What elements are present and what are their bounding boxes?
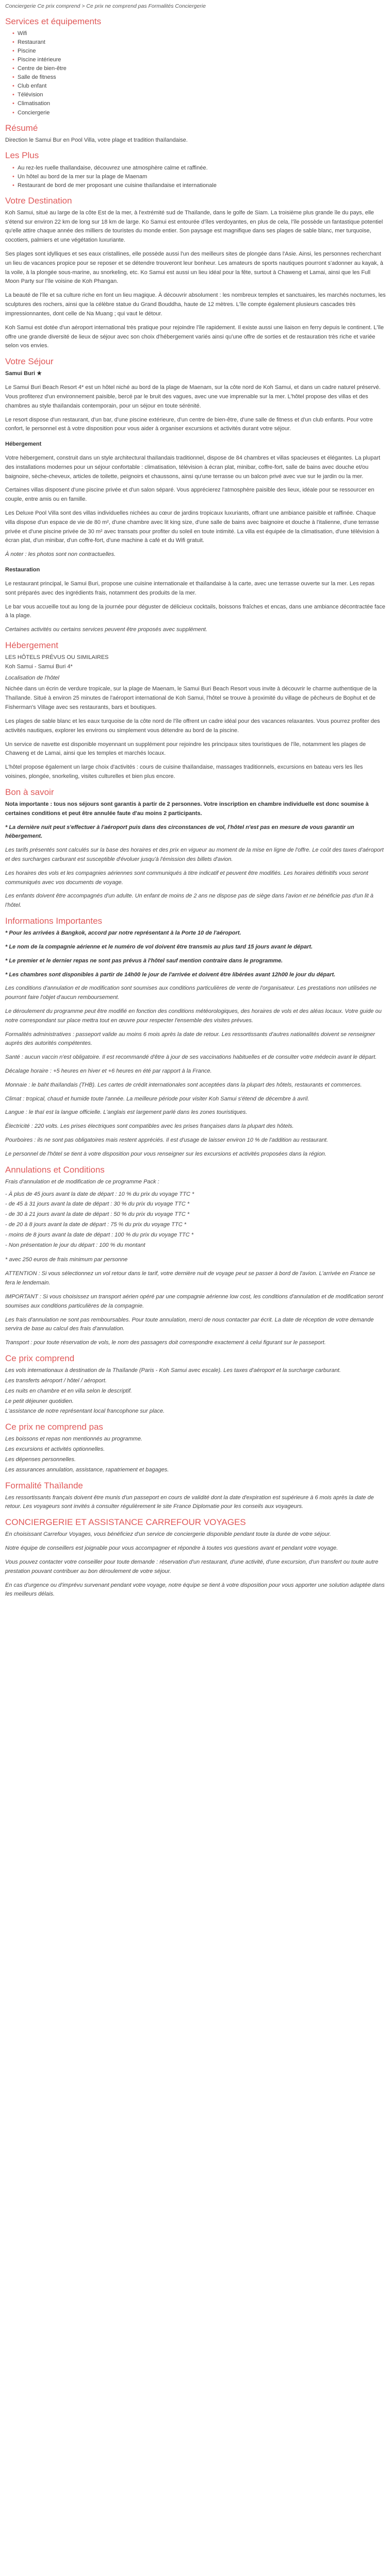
informations-paragraph: Santé : aucun vaccin n'est obligatoire. Il est recommandé d'être à jour de ses vaccinations habituelles et de consulter votre médecin avant le départ. [5, 1054, 377, 1061]
annulation-fee: - À plus de 45 jours avant la date de départ : 10 % du prix du voyage TTC * [5, 1191, 194, 1197]
informations-paragraph: * Les chambres sont disponibles à partir de 14h00 le jour de l'arrivée et doivent être libérées avant 12h00 le jour du départ. [5, 971, 336, 978]
conciergerie-paragraph: Vous pouvez contacter votre conseiller pour toute demande : réservation d'un restaurant, d'une activité, d'une excursion, d'un transfert ou toute autre prestation pouvant contribuer au bon déroulement de votre séjour. [5, 1558, 379, 1574]
annulation-fee: - de 30 à 21 jours avant la date de départ : 50 % du prix du voyage TTC * [5, 1211, 190, 1218]
hotel-paragraph: Les plages de sable blanc et les eaux turquoise de la côte nord de l'île offrent un cadre idéal pour des vacances relaxantes. Vous pourrez profiter des activités nautiques, explorer les environs ou simplement vous détendre au bord de la piscine. [5, 718, 380, 734]
annulation-paragraph: ATTENTION : Si vous sélectionnez un vol retour dans le tarif, votre dernière nuit de voyage peut se passer à bord de l'avion. L'arrivée en France se fera le lendemain. [5, 1270, 376, 1286]
les-plus-list [5, 164, 386, 190]
list-item: • Au rez-les ruelle thaïlandaise, découvrez une atmosphère calme et raffinée. [12, 164, 386, 173]
formalites-paragraph: Les ressortissants français doivent être munis d'un passeport en cours de validité dont la date d'expiration est supérieure à 6 mois après la date de retour. Les voyageurs sont invités à consulter régulièrement le site France Diplomatie pour les conseils aux voyageurs. [5, 1494, 374, 1510]
restauration-subtitle: Restauration [5, 567, 40, 573]
informations-paragraph: * Pour les arrivées à Bangkok, accord par notre représentant à la Porte 10 de l'aéroport. [5, 930, 241, 937]
informations-paragraph: Monnaie : le baht thaïlandais (THB). Les cartes de crédit internationales sont acceptées dans la plupart des hôtels, restaurants et commerces. [5, 1081, 362, 1088]
ne-comprend-item: Les excursions et activités optionnelles. [5, 1446, 105, 1453]
resume-title: Résumé [5, 123, 38, 133]
list-item: • Centre de bien-être [12, 64, 386, 73]
hotel-location-title: Localisation de l'hôtel [5, 674, 59, 681]
annulation-note: * avec 250 euros de frais minimum par personne [5, 1256, 128, 1263]
sejour-subtitle: Samui Buri ★ [5, 370, 42, 377]
restauration-paragraph: Certaines activités ou certains services peuvent être proposés avec supplément. [5, 626, 207, 633]
comprend-item: L'assistance de notre représentant local francophone sur place. [5, 1408, 165, 1415]
ne-comprend-item: Les boissons et repas non mentionnés au programme. [5, 1436, 142, 1443]
annulation-paragraph: IMPORTANT : Si vous choisissez un transport aérien opéré par une compagnie aérienne low cost, les conditions d'annulation et de modification seront soumises aux conditions particulières de la compagnie. [5, 1293, 383, 1309]
list-item: • Club enfant [12, 82, 386, 91]
list-item: • Restaurant de bord de mer proposant une cuisine thaïlandaise et internationale [12, 181, 386, 190]
comprend-item: Le petit déjeuner quotidien. [5, 1398, 74, 1404]
sejour-paragraph: Le Samui Buri Beach Resort 4* est un hôtel niché au bord de la plage de Maenam, sur la côte nord de Koh Samui, et dans un cadre naturel préservé. Vous profiterez d'un environnement paisible, bercé par le bruit des vagues, avec une vue imprenable sur la mer. L'hôtel propose des villas et des chambres au style thaïlandais contemporain, pour un séjour en toute sérénité. [5, 384, 381, 409]
resume-intro: Direction le Samui Bur en Pool Villa, votre plage et tradition thaïlandaise. [5, 137, 188, 143]
list-item: • Salle de fitness [12, 73, 386, 82]
services-title: Services et équipements [5, 16, 102, 26]
restauration-paragraph: Le bar vous accueille tout au long de la journée pour déguster de délicieux cocktails, boissons fraîches et encas, dans une ambiance décontractée face à la plage. [5, 603, 385, 619]
formalites-title: Formalité Thaïlande [5, 1480, 83, 1490]
les-plus-title: Les Plus [5, 150, 39, 161]
destination-paragraph: La beauté de l'île et sa culture riche en font un lieu magique. À découvrir absolument : les nombreux temples et sanctuaires, les marchés nocturnes, les sculptures des rochers, ainsi que la célèbre statue du Grand Bouddha, haute de 12 mètres. L'île compte également plusieurs cascades très impressionnantes, dont celle de Na Muang ; qui vaut le détour. [5, 292, 386, 317]
annulation-fee: - de 45 à 31 jours avant la date de départ : 30 % du prix du voyage TTC * [5, 1201, 190, 1208]
annulations-intro: Frais d'annulation et de modification de ce programme Pack : [5, 1178, 159, 1185]
sejour-title: Votre Séjour [5, 357, 54, 367]
hotel-paragraph: L'hôtel propose également un large choix d'activités : cours de cuisine thaïlandaise, massages traditionnels, excursions en bateau vers les îles voisines, plongée, snorkeling, visites culturelles et bien plus encore. [5, 764, 363, 779]
restauration-paragraph: Le restaurant principal, le Samui Buri, propose une cuisine internationale et thaïlandaise à la carte, avec une terrasse ouverte sur la mer. Les repas sont préparés avec des ingrédients frais, notamment des produits de la mer. [5, 580, 375, 596]
destination-paragraph: Koh Samui, situé au large de la côte Est de la mer, à l'extrémité sud de Thaïlande, dans le golfe de Siam. La troisième plus grande île du pays, elle s'étend sur environ 22 km de long sur 18 km de large. Ko Samui est entourée d'îles verdoyantes, en plus de cela, l'île possède un fantastique potentiel qu'elle attire chaque année des milliers de touristes du monde entier. Son paysage est magnifique dans ses plages de sable blanc, mer turquoise, cocotiers, palmiers et une végétation luxuriante. [5, 209, 383, 244]
destination-paragraph: Koh Samui est dotée d'un aéroport international très pratique pour rejoindre l'île rapidement. Il existe aussi une liaison en ferry depuis le continent. L'île offre une grande diversité de lieux de séjour avec son choix d'hébergement variés ainsi qu'une offre de sorties et de restauration très riche et variée selon vos envies. [5, 324, 384, 349]
ne-comprend-item: Les dépenses personnelles. [5, 1456, 76, 1463]
sejour-paragraph: Le resort dispose d'un restaurant, d'un bar, d'une piscine extérieure, d'un centre de bien-être, d'une salle de fitness et d'un club enfants. Pour votre confort, le personnel est à votre disposition pour vous aider à organiser excursions et activités durant votre séjour. [5, 416, 373, 432]
informations-paragraph: * Le nom de la compagnie aérienne et le numéro de vol doivent être transmis au plus tard 15 jours avant le départ. [5, 943, 313, 950]
destination-paragraph: Ses plages sont idylliques et ses eaux cristallines, elle possède aussi l'un des meilleurs sites de plongée dans l'Asie. Ainsi, les personnes recherchant un lieu de vacances propice pour se reposer et se détendre trouveront leur bonheur. Les amateurs de sports nautiques pourront s'adonner au kayak, à la voile, à la plongée sous-marine, au snorkeling, etc. Ko Samui est aussi un lieu idéal pour la fête, surtout à Chaweng et Lamai, ainsi que les Full Moon Party sur l'île voisine de Koh Phangan. [5, 251, 383, 285]
hotel-title: Hébergement [5, 640, 59, 650]
bon-a-savoir-intro: Nota importante : tous nos séjours sont garantis à partir de 2 personnes. Votre inscription en chambre individuelle est donc soumise à certaines conditions et peut être annulée faute d'au moins 2 participants. [5, 801, 369, 817]
annulation-fee: - moins de 8 jours avant la date de départ : 100 % du prix du voyage TTC * [5, 1231, 194, 1238]
bon-a-savoir-paragraph: Les tarifs présentés sont calculés sur la base des horaires et des prix en vigueur au moment de la mise en ligne de l'offre. Le coût des taxes d'aéroport et des surcharges carburant est susceptible d'évoluer jusqu'à l'émission des billets d'avion. [5, 847, 384, 862]
breadcrumb: Conciergerie Ce prix comprend > Ce prix ne comprend pas Formalités Conciergerie [5, 3, 206, 9]
hotel-subtitle: LES HÔTELS PRÉVUS OU SIMILAIRES [5, 654, 109, 661]
informations-paragraph: Formalités administratives : passeport valide au moins 6 mois après la date de retour. Les ressortissants d'autres nationalités doivent se renseigner auprès des autorités compétentes. [5, 1031, 376, 1047]
villa-paragraph: Les Deluxe Pool Villa sont des villas individuelles nichées au cœur de jardins tropicaux luxuriants, offrant une ambiance paisible et raffinée. Chaque villa dispose d'un espace de vie de 80 m², d'une chambre avec lit king size, d'une salle de bains avec baignoire et douche à l'italienne, d'une terrasse privée et d'une piscine privée de 30 m² avec transats pour profiter du soleil en toute intimité. La villa est équipée de la climatisation, d'une télévision à écran plat, d'un minibar, d'un coffre-fort, d'une machine à café et du Wifi gratuit. [5, 510, 380, 544]
list-item: • Piscine intérieure [12, 56, 386, 64]
informations-title: Informations Importantes [5, 916, 103, 926]
informations-paragraph: Langue : le thaï est la langue officielle. L'anglais est largement parlé dans les zones touristiques. [5, 1109, 248, 1116]
annulation-paragraph: Transport : pour toute réservation de vols, le nom des passagers doit correspondre exactement à celui figurant sur le passeport. [5, 1340, 326, 1346]
informations-paragraph: Le déroulement du programme peut être modifié en fonction des conditions météorologiques, des horaires de vols et des aléas locaux. Votre guide ou notre correspondant sur place mettra tout en œuvre pour respecter l'ensemble des visites prévues. [5, 1008, 382, 1024]
conciergerie-paragraph: En choisissant Carrefour Voyages, vous bénéficiez d'un service de conciergerie disponible pendant toute la durée de votre séjour. [5, 1531, 331, 1538]
ce-prix-comprend-title: Ce prix comprend [5, 1353, 75, 1364]
bon-a-savoir-paragraph: * La dernière nuit peut s'effectuer à l'aéroport puis dans des circonstances de vol, l'hôtel n'est pas en mesure de vous garantir un hébergement. [5, 824, 354, 840]
informations-paragraph: Le personnel de l'hôtel se tient à votre disposition pour vous renseigner sur les excursions et activités proposées dans la région. [5, 1150, 327, 1157]
annulation-paragraph: Les frais d'annulation ne sont pas remboursables. Pour toute annulation, merci de nous contacter par écrit. La date de réception de votre demande servira de base au calcul des frais d'annulation. [5, 1316, 374, 1332]
list-item: • Piscine [12, 47, 386, 56]
hotel-name: Koh Samui - Samui Buri 4* [5, 663, 73, 670]
annulation-fee: - Non présentation le jour du départ : 100 % du montant [5, 1242, 145, 1248]
list-item: • Un hôtel au bord de la mer sur la plage de Maenam [12, 173, 386, 181]
ce-prix-ne-comprend-pas-title: Ce prix ne comprend pas [5, 1422, 103, 1432]
villa-footer: À noter : les photos sont non contractuelles. [5, 551, 116, 558]
informations-paragraph: Pourboires : ils ne sont pas obligatoires mais restent appréciés. Il est d'usage de laisser environ 10 % de l'addition au restaurant. [5, 1137, 329, 1144]
informations-paragraph: Les conditions d'annulation et de modification sont soumises aux conditions particulières de vente de l'organisateur. Les prestations non utilisées ne pourront faire l'objet d'aucun remboursement. [5, 985, 377, 1001]
conciergerie-title: CONCIERGERIE ET ASSISTANCE CARREFOUR VOYAGES [5, 1517, 246, 1528]
annulations-title: Annulations et Conditions [5, 1164, 105, 1175]
list-item: • Télévision [12, 91, 386, 99]
bon-a-savoir-paragraph: Les horaires des vols et les compagnies aériennes sont communiqués à titre indicatif et peuvent être modifiés. Les horaires définitifs vous seront communiqués avec vos documents de voyage. [5, 870, 368, 886]
destination-title: Votre Destination [5, 195, 72, 206]
bon-a-savoir-title: Bon à savoir [5, 787, 54, 797]
conciergerie-paragraph: En cas d'urgence ou d'imprévu survenant pendant votre voyage, notre équipe se tient à votre disposition pour vous apporter une solution adaptée dans les meilleurs délais. [5, 1582, 385, 1598]
conciergerie-paragraph: Notre équipe de conseillers est joignable pour vous accompagner et répondre à toutes vos questions avant et pendant votre voyage. [5, 1545, 338, 1552]
informations-paragraph: Décalage horaire : +5 heures en hiver et +6 heures en été par rapport à la France. [5, 1068, 212, 1075]
informations-paragraph: * Le premier et le dernier repas ne sont pas prévus à l'hôtel sauf mention contraire dans le programme. [5, 957, 283, 964]
ne-comprend-item: Les assurances annulation, assistance, rapatriement et bagages. [5, 1466, 169, 1473]
informations-paragraph: Électricité : 220 volts. Les prises électriques sont compatibles avec les prises françaises dans la plupart des hôtels. [5, 1123, 294, 1130]
comprend-item: Les vols internationaux à destination de la Thaïlande (Paris - Koh Samui avec escale). Les taxes d'aéroport et la surcharge carburant. [5, 1367, 341, 1374]
comprend-item: Les nuits en chambre et en villa selon le descriptif. [5, 1387, 132, 1394]
comprend-item: Les transferts aéroport / hôtel / aéroport. [5, 1377, 107, 1384]
services-list [5, 29, 386, 117]
list-item: • Wifi [12, 29, 386, 38]
hebergement-paragraph: Certaines villas disposent d'une piscine privée et d'un salon séparé. Vous apprécierez l'atmosphère paisible des lieux, idéale pour se ressourcer en couple, entre amis ou en famille. [5, 487, 374, 503]
bon-a-savoir-paragraph: Les enfants doivent être accompagnés d'un adulte. Un enfant de moins de 2 ans ne dispose pas de siège dans l'avion et ne bénéficie pas d'un lit à l'hôtel. [5, 893, 373, 909]
hotel-paragraph: Nichée dans un écrin de verdure tropicale, sur la plage de Maenam, le Samui Buri Beach Resort vous invite à découvrir le charme authentique de la Thaïlande. Situé à environ 25 minutes de l'aéroport international de Koh Samui, l'hôtel se trouve à proximité du village de pêcheurs de Bophut et de Fisherman's Village avec ses restaurants, bars et boutiques. [5, 686, 377, 711]
hebergement-paragraph: Votre hébergement, construit dans un style architectural thaïlandais traditionnel, dispose de 84 chambres et villas spacieuses et élégantes. La plupart des installations modernes pour un séjour confortable : climatisation, télévision à écran plat, minibar, coffre-fort, salle de bains avec douche et/ou baignoire, sèche-cheveux, articles de toilette, peignoirs et chaussons, ainsi qu'une terrasse ou un balcon privé avec vue sur le jardin ou la mer. [5, 454, 381, 480]
list-item: • Climatisation [12, 99, 386, 108]
annulation-fee: - de 20 à 8 jours avant la date de départ : 75 % du prix du voyage TTC * [5, 1222, 186, 1228]
hotel-paragraph: Un service de navette est disponible moyennant un supplément pour rejoindre les principaux sites touristiques de l'île, notamment les plages de Chaweng et de Lamai, ainsi que les temples et marchés locaux. [5, 741, 366, 757]
informations-paragraph: Climat : tropical, chaud et humide toute l'année. La meilleure période pour visiter Koh Samui s'étend de décembre à avril. [5, 1095, 309, 1102]
hebergement-subtitle: Hébergement [5, 441, 42, 448]
list-item: • Restaurant [12, 38, 386, 47]
list-item: • Conciergerie [12, 109, 386, 117]
